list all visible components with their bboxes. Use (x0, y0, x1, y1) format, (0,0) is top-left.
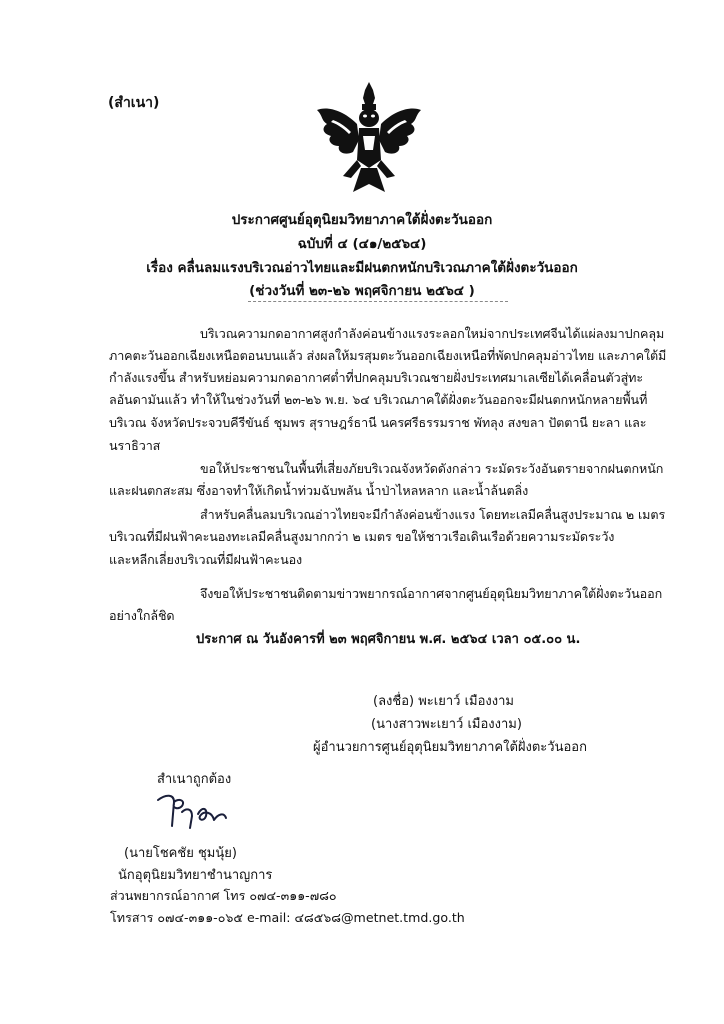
announcement-date: ประกาศ ณ วันอังคารที่ ๒๓ พฤศจิกายน พ.ศ. ๒๕๖๔ เวลา ๐๕.๐๐ น. (196, 632, 581, 647)
title-divider (248, 301, 508, 302)
certified-copy-label: สำเนาถูกต้อง (157, 772, 232, 787)
certifier-position: นักอุตุนิยมวิทยาชำนาญการ (118, 868, 273, 883)
paragraph-line: และฝนตกสะสม ซึ่งอาจทำให้เกิดน้ำท่วมฉับพลัน น้ำป่าไหลหลาก และน้ำล้นตลิ่ง (109, 483, 529, 498)
paragraph-line: นราธิวาส (109, 438, 161, 453)
paragraph-line: บริเวณความกดอากาศสูงกำลังค่อนข้างแรงระลอกใหม่จากประเทศจีนได้แผ่ลงมาปกคลุม (200, 326, 665, 341)
signed-line: (ลงชื่อ) พะเยาว์ เมืองงาม (373, 694, 514, 709)
certifier-name: (นายโชคชัย ชุมนุ้ย) (124, 846, 237, 861)
paragraph-line: และหลีกเลี่ยงบริเวณที่มีฝนฟ้าคะนอง (109, 552, 303, 567)
copy-mark: (สำเนา) (108, 95, 160, 111)
date-range: (ช่วงวันที่ ๒๓-๒๖ พฤศจิกายน ๒๕๖๔ ) (249, 283, 475, 299)
paragraph-line: จึงขอให้ประชาชนติดตามข่าวพยากรณ์อากาศจากศูนย์อุตุนิยมวิทยาภาคใต้ฝั่งตะวันออก (200, 586, 663, 601)
signer-position: ผู้อำนวยการศูนย์อุตุนิยมวิทยาภาคใต้ฝั่งตะวันออก (313, 740, 587, 755)
signer-name: (นางสาวพะเยาว์ เมืองงาม) (371, 717, 522, 732)
paragraph-line: ขอให้ประชาชนในพื้นที่เสี่ยงภัยบริเวณจังหวัดดังกล่าว ระมัดระวังอันตรายจากฝนตกหนัก (200, 461, 664, 476)
paragraph-line: อย่างใกล้ชิด (109, 608, 175, 623)
paragraph-line: สำหรับคลื่นลมบริเวณอ่าวไทยจะมีกำลังค่อนข้างแรง โดยทะเลมีคลื่นสูงประมาณ ๒ เมตร (200, 507, 666, 522)
announcement-title: ประกาศศูนย์อุตุนิยมวิทยาภาคใต้ฝั่งตะวันออก (231, 212, 493, 228)
paragraph-line: กำลังแรงขึ้น สำหรับหย่อมความกดอากาศต่ำที่ปกคลุมบริเวณชายฝั่งประเทศมาเลเซียได้เคลื่อนตัวสู่ทะ (109, 370, 644, 385)
paragraph-line: ลอันดามันแล้ว ทำให้ในช่วงวันที่ ๒๓-๒๖ พ.ย. ๖๔ บริเวณภาคใต้ฝั่งตะวันออกจะมีฝนตกหนักหลายพื้นที่ (109, 392, 648, 407)
paragraph-line: บริเวณ จังหวัดประจวบคีรีขันธ์ ชุมพร สุราษฎร์ธานี นครศรีธรรมราช พัทลุง สงขลา ปัตตานี ยะลา และ (109, 415, 647, 430)
handwritten-signature (152, 790, 236, 834)
paragraph-line: บริเวณที่มีฝนฟ้าคะนองทะเลมีคลื่นสูงมากกว่า ๒ เมตร ขอให้ชาวเรือเดินเรือด้วยความระมัดระวัง (109, 529, 615, 544)
contact-phone: ส่วนพยากรณ์อากาศ โทร ๐๗๔-๓๑๑-๗๘๐ (110, 888, 337, 903)
contact-fax-email: โทรสาร ๐๗๔-๓๑๑-๐๖๕ e-mail: ๔๘๕๖๘@metnet.tmd.go.th (110, 910, 465, 925)
subject-line: เรื่อง คลื่นลมแรงบริเวณอ่าวไทยและมีฝนตกหนักบริเวณภาคใต้ฝั่งตะวันออก (146, 260, 578, 276)
paragraph-line: ภาคตะวันออกเฉียงเหนือตอนบนแล้ว ส่งผลให้มรสุมตะวันออกเฉียงเหนือที่พัดปกคลุมอ่าวไทย และภาคใต้มี (109, 348, 667, 363)
garuda-emblem-icon (313, 80, 425, 198)
issue-number: ฉบับที่ ๔ (๔๑/๒๕๖๔) (297, 236, 427, 252)
